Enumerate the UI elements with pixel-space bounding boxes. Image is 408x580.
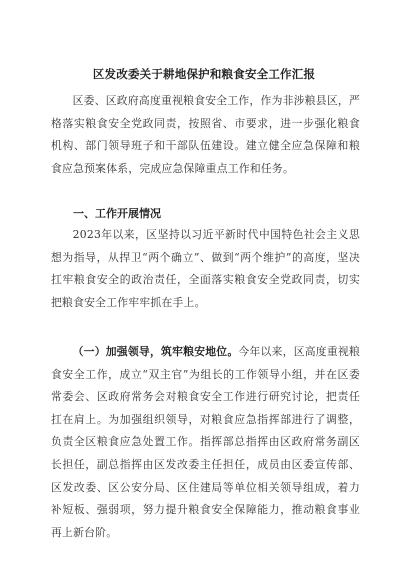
subsection-paragraph [51,341,360,544]
intro-paragraph: 区委、区政府高度重视粮食安全工作，作为非涉粮县区，严格落实粮食安全党政同责，按照省、市要求，进一步强化粮食机构、部门领导班子和干部队伍建设。建立健全应急保障和粮食应急预案体系，完成应急保障重点工作和任务。 [51,94,360,175]
section-paragraph: 2023年以来，区坚持以习近平新时代中国特色社会主义思想为指导，从捍卫“两个确立”、做到“两个维护”的高度，坚决扛牢粮食安全的政治责任，全面落实粮食安全党政同责，切实把粮食安全工作牢牢抓在手上。 [51,228,360,309]
section-heading: 一、工作开展情况 [73,207,161,220]
subsection-lead: （一）加强领导，筑牢粮安地位。 [72,345,239,358]
document-title: 区发改委关于耕地保护和粮食安全工作汇报 [92,67,316,81]
subsection-body: 今年以来，区高度重视粮食安全工作，成立“双主官”为组长的工作领导小组，并在区委常委会、区政府常务会对粮食安全工作进行研究讨论，把责任扛在肩上。为加强组织领导，对粮食应急指挥部进行了调整，负责全区粮食应急处置工作。指挥部总指挥由区政府常务副区长担任，副总指挥由区发改委主任担任，成员由区委宣传部、区发改委、区公安分局、区住建局等单位相关领导组成，着力补短板、强弱项，努力提升粮食安全保障能力，推动粮食事业再上新台阶。 [51,345,361,539]
